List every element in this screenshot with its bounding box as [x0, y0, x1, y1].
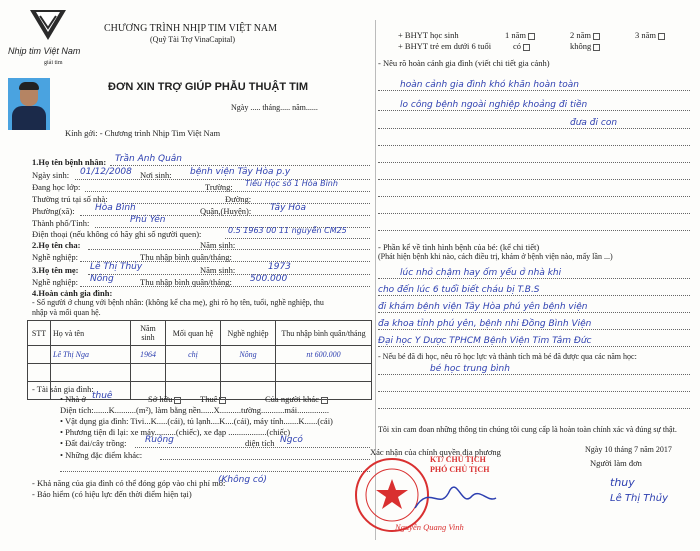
history-heading: - Phần kể về tình hình bệnh của bé: (kể chi tiết) — [378, 242, 540, 252]
dob-value: 01/12/2008 — [80, 167, 132, 177]
applicant-signature: thuy — [610, 476, 635, 489]
logo — [8, 6, 88, 66]
checkbox-1y[interactable] — [528, 33, 535, 40]
insurance-no: không — [570, 41, 592, 51]
rent-checkbox[interactable] — [219, 397, 226, 404]
transport-line: • Phương tiện đi lại: xe máy..........(chiếc), xe đạp ..................(chiếc) — [60, 427, 291, 437]
district-value: Tây Hòa — [270, 203, 307, 213]
stamp-title: KT/ CHỦ TỊCH — [430, 455, 486, 464]
street-label: Đường: — [225, 194, 252, 204]
table-header-row — [28, 321, 372, 346]
pob-label: Nơi sinh: — [140, 170, 172, 180]
father-heading: 2.Họ tên cha: — [32, 240, 81, 250]
history-line-5: Đại học Y Dược TPHCM Bệnh Viện Tim Tâm Đức — [378, 336, 592, 346]
insurance-1y: 1 năm — [505, 30, 527, 40]
history-line-3: đi khám bệnh viện Tây Hòa phú yên bệnh viện — [378, 302, 588, 312]
house-label: • Nhà ở — [60, 394, 86, 404]
history-sub: (Phát hiện bệnh khi nào, cách điều trị, khám ở bệnh viện nào, mấy lần ...) — [378, 252, 613, 261]
reason-line-3: đưa đi con — [570, 118, 618, 128]
commitment: Tôi xin cam đoan những thông tin chúng tôi cung cấp là hoàn toàn chính xác và đúng sự thật. — [378, 425, 677, 434]
insurance-2y: 2 năm — [570, 30, 592, 40]
insurance-child: + BHYT trẻ em dưới 6 tuổi — [398, 41, 492, 51]
mother-income-label: Thu nhập bình quân/tháng: — [140, 277, 232, 287]
district-label: Quận,(Huyện): — [200, 206, 252, 216]
col-birth: Năm sinh — [131, 321, 166, 346]
grade-label: Đang học lớp: — [32, 182, 81, 192]
other-option: Của người khác — [265, 394, 319, 404]
insurance-question: - Bảo hiểm (có hiệu lực đến thời điểm hiện tại) — [32, 489, 192, 499]
sign-date: Ngày 10 tháng 7 năm 2017 — [585, 445, 672, 454]
patient-photo — [8, 78, 50, 130]
mother-name: Lê Thị Thủy — [90, 262, 143, 272]
land-label: • Đất đai/cây trồng: — [60, 438, 127, 448]
assets-heading: - Tài sản gia đình: — [32, 384, 94, 394]
city-value: Phú Yên — [130, 215, 166, 225]
mother-job-label: Nghề nghiệp: — [32, 277, 79, 287]
mother-heading: 3.Họ tên mẹ: — [32, 265, 79, 275]
table-row — [28, 364, 372, 382]
col-income: Thu nhập bình quân/tháng — [276, 321, 372, 346]
mother-birth: 1973 — [268, 262, 291, 272]
ward-value: Hòa Bình — [95, 203, 136, 213]
patient-name: Trần Anh Quân — [115, 154, 183, 164]
stamp-title-2: PHÓ CHỦ TỊCH — [430, 465, 490, 474]
patient-heading: 1.Họ tên bệnh nhân: — [32, 157, 107, 167]
father-birth-label: Năm sinh: — [200, 240, 236, 250]
applicant-label: Người làm đơn — [590, 458, 642, 468]
house-value: thuê — [92, 391, 113, 401]
col-name: Họ và tên — [51, 321, 131, 346]
heart-logo-icon — [28, 6, 68, 42]
insurance-yes: có — [513, 41, 522, 51]
phone-label: Điện thoại (nếu không có hãy ghi số người quen): — [32, 229, 202, 239]
mother-birth-label: Năm sinh: — [200, 265, 236, 275]
land-area-value: Ngcó — [280, 435, 303, 445]
father-income-label: Thu nhập bình quân/tháng: — [140, 252, 232, 262]
city-label: Thành phố/Tỉnh: — [32, 218, 90, 228]
checkbox-3y[interactable] — [658, 33, 665, 40]
mother-income: 500.000 — [250, 274, 288, 284]
land-value: Ruộng — [145, 435, 174, 445]
sponsor: (Quỹ Tài Trợ VinaCapital) — [150, 35, 236, 44]
own-checkbox[interactable] — [174, 397, 181, 404]
special-label: • Những đặc điểm khác: — [60, 450, 143, 460]
school-question: - Nếu bé đã đi học, nêu rõ học lực và thành tích mà bé đã được qua các năm học: — [378, 352, 637, 361]
official-name: Nguyễn Quang Vinh — [395, 522, 464, 532]
mother-job: Nông — [90, 274, 114, 284]
reason-line-2: lo công bệnh ngoài nghiệp khoảng đi tiền — [400, 100, 588, 110]
other-checkbox[interactable] — [321, 397, 328, 404]
date-line: Ngày ..... tháng..... năm...... — [231, 103, 318, 112]
family-intro-2: nhập và mối quan hệ. — [32, 308, 101, 317]
rent-option: Thuê — [200, 394, 218, 404]
insurance-3y: 3 năm — [635, 30, 657, 40]
ward-label: Phường(xã): — [32, 206, 75, 216]
program-name: CHƯƠNG TRÌNH NHỊP TIM VIỆT NAM — [104, 23, 278, 34]
family-intro-1: - Số người ở chung với bệnh nhân: (không kể cha mẹ), ghi rõ họ tên, tuổi, nghề nghiệp, thu — [32, 298, 324, 307]
history-line-4: đa khoa tỉnh phú yên, bệnh nhi Đồng Bình Viện — [378, 319, 592, 329]
school-value: Tiểu Học số 1 Hòa Bình — [245, 179, 338, 188]
school-label: Trường: — [205, 182, 233, 192]
table-row: Lê Thị Nga 1964 chị Nông nt 600.000 — [28, 346, 372, 364]
checkbox-2y[interactable] — [593, 33, 600, 40]
phone-value: 0.5 1963 00 11 nguyễn CM25 — [228, 226, 347, 235]
contribution-answer: (Không có) — [218, 475, 267, 485]
reason-heading: - Nêu rõ hoàn cảnh gia đình (viết chi tiết gia cảnh) — [378, 58, 550, 68]
father-job-label: Nghề nghiệp: — [32, 252, 79, 262]
col-relation: Mối quan hệ — [166, 321, 221, 346]
reason-line-1: hoàn cảnh gia đình khó khăn hoàn toàn — [400, 80, 579, 90]
area-line: Diện tích:.......K..........(m²), làm bằng nền......X..........tường...........mái............... — [60, 405, 329, 415]
applicant-name: Lê Thị Thủy — [610, 493, 669, 504]
land-area-label: diện tích — [245, 438, 275, 448]
insurance-student: + BHYT học sinh — [398, 30, 459, 40]
appliance-line: • Vật dụng gia đình: Tivi...K.....(cái), tủ lạnh....K....(cái), máy tính.......K......(cái) — [60, 416, 333, 426]
school-answer: bé học trung bình — [430, 364, 510, 374]
dob-label: Ngày sinh: — [32, 170, 70, 180]
history-line-1: lúc nhỏ chậm hay ốm yếu ở nhà khi — [400, 268, 562, 278]
address-label: Thường trú tại số nhà: — [32, 194, 108, 204]
official-signature-icon — [410, 478, 500, 518]
pob-value: bệnh viện Tây Hòa p.y — [190, 167, 291, 177]
logo-brand: Nhịp tim Việt Nam — [8, 46, 81, 56]
family-heading: 4.Hoàn cảnh gia đình: — [32, 288, 113, 298]
history-line-2: cho đến lúc 6 tuổi biết cháu bị T.B.S — [378, 285, 540, 295]
authority-label: Xác nhận của chính quyền địa phương — [370, 447, 501, 457]
addressee: Kính gởi: - Chương trình Nhịp Tim Việt Nam — [65, 128, 221, 138]
checkbox-no[interactable] — [593, 44, 600, 51]
col-stt: STT — [28, 321, 51, 346]
col-job: Nghề nghiệp — [221, 321, 276, 346]
checkbox-yes[interactable] — [523, 44, 530, 51]
logo-tagline: giải tim — [44, 60, 63, 66]
contribution-question: - Khả năng của gia đình có thể đóng góp vào chi phí mổ: — [32, 478, 226, 488]
own-option: Sở hữu — [148, 394, 173, 404]
form-title: ĐƠN XIN TRỢ GIÚP PHẪU THUẬT TIM — [108, 81, 309, 93]
